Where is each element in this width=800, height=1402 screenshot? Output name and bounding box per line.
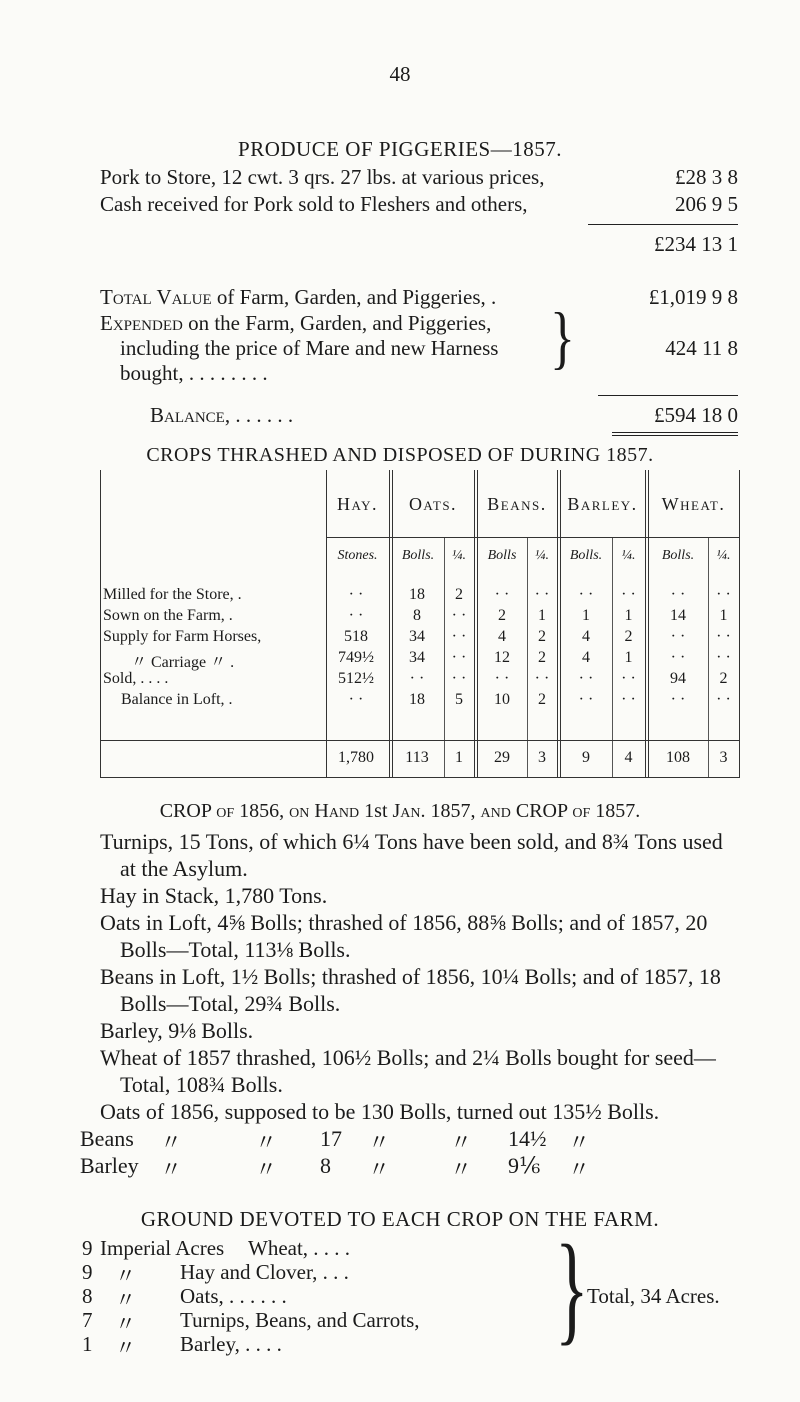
total-value-rest: of Farm, Garden, and Piggeries, . [211,285,497,309]
expended-amount: 424 11 8 [665,336,738,360]
table-cell: 18 [409,586,425,603]
crop-paragraph: Wheat of 1857 thrashed, 106½ Bolls; and 2¼ Bolls bought for seed—Total, 108¾ Bolls. [100,1045,716,1097]
crops-table-title: CROPS THRASHED AND DISPOSED OF DURING 1857. [146,444,654,466]
table-cell: · · [494,586,510,603]
piggeries-row-label: Pork to Store, 12 cwt. 3 qrs. 27 lbs. at various prices, [100,165,545,189]
table-cell: · · [534,670,550,687]
right-brace: } [550,299,575,377]
title-part: of [572,800,591,822]
ditto-row-label: Barley [80,1153,139,1178]
table-cell: 18 [409,691,425,708]
ground-crop: Turnips, Beans, and Carrots, [180,1308,420,1332]
piggeries-total: £234 13 1 [654,232,738,256]
table-cell: 1 [719,607,728,624]
col-unit: Bolls. [661,548,695,563]
table-cell: 4 [582,649,590,666]
total-cell: 4 [624,749,633,766]
ditto-mark: 〃 [568,1130,591,1155]
table-cell: · · [348,691,364,708]
row-label: 〃 Carriage 〃 . [131,654,235,671]
piggeries-row-amount: £28 3 8 [675,165,738,189]
table-cell: 2 [455,586,463,603]
table-cell: · · [670,649,686,666]
ground-acres: 7 [82,1308,93,1332]
table-cell: · · [716,649,731,666]
table-cell: 512½ [338,670,374,687]
table-cell: 12 [494,649,510,666]
ground-crop: Wheat, . . . . [248,1236,351,1260]
row-label: Supply for Farm Horses, [103,628,262,645]
ground-unit: 〃 [115,1264,136,1288]
ground-unit: 〃 [115,1336,136,1360]
table-cell: 10 [494,691,510,708]
page-number: 48 [389,62,411,86]
crop-paragraph: Hay in Stack, 1,780 Tons. [100,883,328,908]
table-border [389,470,390,778]
title-part: 1857, [425,800,481,822]
table-cell: · · [451,670,467,687]
table-cell: · · [578,691,594,708]
total-cell: 3 [719,749,728,766]
ground-unit: 〃 [115,1312,136,1336]
table-cell: · · [621,670,636,687]
table-cell: 1 [538,607,546,624]
col-unit: Bolls. [569,548,603,563]
total-value-label: Total Value [100,285,212,309]
ditto-mark: 〃 [160,1130,183,1155]
row-label: Milled for the Store, . [103,586,242,603]
ditto-mark: 〃 [255,1130,278,1155]
crop-section-title [0,800,800,823]
title-part: CROP [510,800,573,822]
balance-amount: £594 18 0 [654,403,738,427]
total-value-amount: £1,019 9 8 [648,285,738,309]
table-cell: 8 [413,607,421,624]
col-unit: ¼. [535,548,549,563]
crops-table [100,470,740,778]
col-group-oats: Oats. [408,494,458,514]
ditto-mark: 〃 [450,1157,473,1182]
table-cell: 5 [455,691,463,708]
col-unit: Bolls. [401,548,435,563]
title-part: of [216,800,235,822]
crop-paragraph: Turnips, 15 Tons, of which 6¼ Tons have been sold, and 8¾ Tons used at the Asylum. [100,829,723,881]
col-unit: ¼. [621,548,636,563]
title-part: Hand [309,800,360,822]
table-cell: · · [716,628,731,645]
row-label: Sown on the Farm, . [103,607,233,624]
ground-crop: Oats, . . . . . . [180,1284,287,1308]
ground-crop: Hay and Clover, . . . [180,1260,349,1284]
ditto-mark: 〃 [160,1157,183,1182]
table-cell: 2 [538,649,546,666]
table-cell: 1 [624,607,633,624]
table-cell: · · [348,607,364,624]
col-unit: Stones. [337,548,378,563]
total-value-line [100,285,496,310]
row-label: Sold, . . . . [103,670,169,687]
title-part: on [289,800,310,822]
table-border [326,537,739,538]
table-cell: · · [451,607,467,624]
total-cell: 1,780 [338,749,374,766]
table-cell: 518 [344,628,368,645]
table-cell: 94 [670,670,686,687]
col-unit: ¼. [452,548,466,563]
ditto-value: 14½ [508,1126,547,1151]
ditto-mark: 〃 [450,1130,473,1155]
crop-paragraph: Oats in Loft, 4⅝ Bolls; thrashed of 1856, 88⅝ Bolls; and of 1857, 20 Bolls—Total, 113⅛ Bolls. [100,910,708,962]
ditto-mark: 〃 [568,1157,591,1182]
table-cell: 749½ [338,649,374,666]
col-group-barley: Barley. [567,494,638,514]
sum-rule [598,395,738,396]
table-cell: 2 [538,628,546,645]
table-cell: · · [670,586,686,603]
ditto-mark: 〃 [368,1157,391,1182]
total-cell: 3 [538,749,546,766]
title-part: 1857. [590,800,641,822]
expended-line-1 [100,311,491,336]
piggeries-title: PRODUCE OF PIGGERIES—1857. [238,137,562,161]
total-cell: 1 [455,749,463,766]
ground-crop: Barley, . . . . [180,1332,282,1356]
piggeries-row-amount: 206 9 5 [675,192,738,216]
table-border [474,470,475,778]
total-cell: 29 [494,749,510,766]
table-cell: 1 [582,607,590,624]
expended-line-3: bought, . . . . . . . . [120,361,268,385]
ditto-row-label: Beans [80,1126,134,1151]
table-cell: 14 [670,607,686,624]
expended-text-1: on the Farm, Garden, and Piggeries, [182,311,492,335]
table-cell: · · [494,670,510,687]
table-cell: · · [716,586,731,603]
ditto-number: 17 [320,1126,342,1151]
title-part: Jan. [392,800,426,822]
sum-rule [588,224,738,225]
piggeries-row-label: Cash received for Pork sold to Fleshers and others, [100,192,528,216]
table-cell: 2 [624,628,633,645]
table-cell: · · [451,649,467,666]
table-border [645,470,646,778]
expended-line-2: including the price of Mare and new Harness [120,336,499,360]
ditto-number: 8 [320,1153,331,1178]
table-cell: 2 [538,691,546,708]
col-unit: ¼. [716,548,731,563]
title-part: 1st [359,800,393,822]
col-group-beans: Beans. [487,494,547,514]
title-part: and [480,800,511,822]
ground-total: Total, 34 Acres. [587,1284,720,1308]
table-border [101,777,739,778]
ground-acres: 9 [82,1260,93,1284]
col-group-wheat: Wheat. [661,494,726,514]
expended-label: Expended [100,311,183,335]
table-cell: · · [621,691,636,708]
total-cell: 9 [582,749,590,766]
title-part: CROP [159,800,217,822]
crop-paragraph: Barley, 9⅛ Bolls. [100,1018,254,1043]
ditto-mark: 〃 [255,1157,278,1182]
table-cell: 1 [624,649,633,666]
table-cell: · · [578,670,594,687]
table-cell: · · [409,670,425,687]
row-label: Balance in Loft, . [121,691,233,708]
table-cell: · · [670,628,686,645]
table-cell: · · [451,628,467,645]
table-cell: · · [348,586,364,603]
total-cell: 113 [405,749,429,766]
ditto-mark: 〃 [368,1130,391,1155]
title-part: 1856, [234,800,290,822]
table-cell: 4 [582,628,590,645]
table-cell: · · [670,691,686,708]
total-cell: 108 [666,749,690,766]
table-cell: · · [621,586,636,603]
table-border [101,740,739,741]
table-cell: · · [578,586,594,603]
table-cell: · · [534,586,550,603]
balance-label: Balance, . . . . . . [150,403,294,427]
table-cell: · · [716,691,731,708]
right-brace: } [555,1222,589,1357]
ground-acres: 8 [82,1284,93,1308]
ground-unit: 〃 [115,1288,136,1312]
table-cell: 2 [719,670,728,687]
ground-unit: Imperial Acres [100,1236,225,1260]
table-cell: 34 [409,628,425,645]
crop-paragraphs [100,828,740,1125]
table-border [557,470,558,778]
ground-acres: 9 [82,1236,93,1260]
table-cell: 2 [498,607,506,624]
ground-title: GROUND DEVOTED TO EACH CROP ON THE FARM. [140,1207,660,1231]
col-group-hay: Hay. [336,494,379,514]
double-rule [612,435,738,436]
col-unit: Bolls [487,548,517,563]
table-cell: 34 [409,649,425,666]
crop-paragraph: Oats of 1856, supposed to be 130 Bolls, turned out 135½ Bolls. [100,1099,660,1124]
crop-paragraph: Beans in Loft, 1½ Bolls; thrashed of 1856, 10¼ Bolls; and of 1857, 18 Bolls—Total, 29¾ Bolls. [100,964,721,1016]
ground-acres: 1 [82,1332,93,1356]
ditto-value: 9⅙ [508,1153,541,1178]
double-rule [612,432,738,433]
table-cell: 4 [498,628,506,645]
